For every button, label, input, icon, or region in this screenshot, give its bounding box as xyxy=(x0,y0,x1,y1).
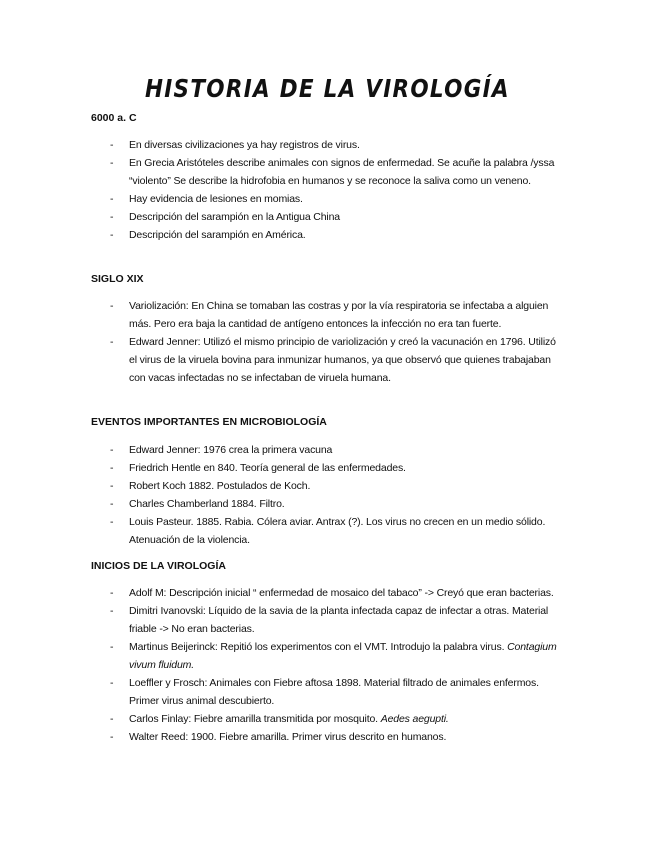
section-list-6000ac xyxy=(0,136,655,244)
list-item: - Martinus Beijerinck: Repitió los experimentos con el VMT. Introdujo la palabra virus. Contagium vivum fluidum. xyxy=(110,641,557,671)
list-item: - En diversas civilizaciones ya hay registros de virus. xyxy=(110,139,360,151)
list-item: - Robert Koch 1882. Postulados de Koch. xyxy=(110,480,311,492)
section-heading-siglo-xix: SIGLO XIX xyxy=(91,273,144,285)
section-heading-inicios: INICIOS DE LA VIROLOGÍA xyxy=(91,560,226,572)
list-item: - Hay evidencia de lesiones en momias. xyxy=(110,193,303,205)
list-item: - Friedrich Hentle en 840. Teoría general de las enfermedades. xyxy=(110,462,406,474)
document-title: HISTORIA DE LA VIROLOGÍA xyxy=(144,74,510,103)
list-item: - Walter Reed: 1900. Fiebre amarilla. Primer virus descrito en humanos. xyxy=(110,731,447,743)
list-item: - En Grecia Aristóteles describe animales con signos de enfermedad. Se acuñe la palabra /yssa “violento” Se describe la hidrofobia en humanos y se reconoce la saliva como un veneno. xyxy=(110,157,555,187)
section-list-eventos xyxy=(0,441,655,549)
list-item: - Edward Jenner: Utilizó el mismo principio de variolización y creó la vacunación en 1796. Utilizó el virus de la viruela bovina para inmunizar humanos, ya que observó que quienes trabajaban con vacas infectadas no se infectaban de viruela humana. xyxy=(110,336,556,384)
list-item: - Charles Chamberland 1884. Filtro. xyxy=(110,498,285,510)
list-item: - Carlos Finlay: Fiebre amarilla transmitida por mosquito. Aedes aegupti. xyxy=(110,713,449,725)
list-item: - Variolización: En China se tomaban las costras y por la vía respiratoria se infectaba a alguien más. Pero era baja la cantidad de antígeno entonces la infección no era tan fuerte. xyxy=(110,300,549,330)
section-list-siglo-xix xyxy=(0,297,655,387)
list-item: - Loeffler y Frosch: Animales con Fiebre aftosa 1898. Material filtrado de animales enfermos. Primer virus animal descubierto. xyxy=(110,677,539,707)
list-item: - Louis Pasteur. 1885. Rabia. Cólera aviar. Antrax (?). Los virus no crecen en un medio sólido. Atenuación de la violencia. xyxy=(110,516,546,546)
section-heading-6000ac: 6000 a. C xyxy=(91,112,137,124)
list-item: - Adolf M: Descripción inicial “ enfermedad de mosaico del tabaco” -> Creyó que eran bacterias. xyxy=(110,587,554,599)
list-item: - Descripción del sarampión en la Antigua China xyxy=(110,211,340,223)
section-heading-eventos: EVENTOS IMPORTANTES EN MICROBIOLOGÍA xyxy=(91,416,327,428)
section-list-inicios xyxy=(0,584,655,746)
list-item: - Edward Jenner: 1976 crea la primera vacuna xyxy=(110,444,333,456)
list-item: - Dimitri Ivanovski: Líquido de la savia de la planta infectada capaz de infectar a otras. Material friable -> No eran bacterias. xyxy=(110,605,549,635)
list-item: - Descripción del sarampión en América. xyxy=(110,229,306,241)
